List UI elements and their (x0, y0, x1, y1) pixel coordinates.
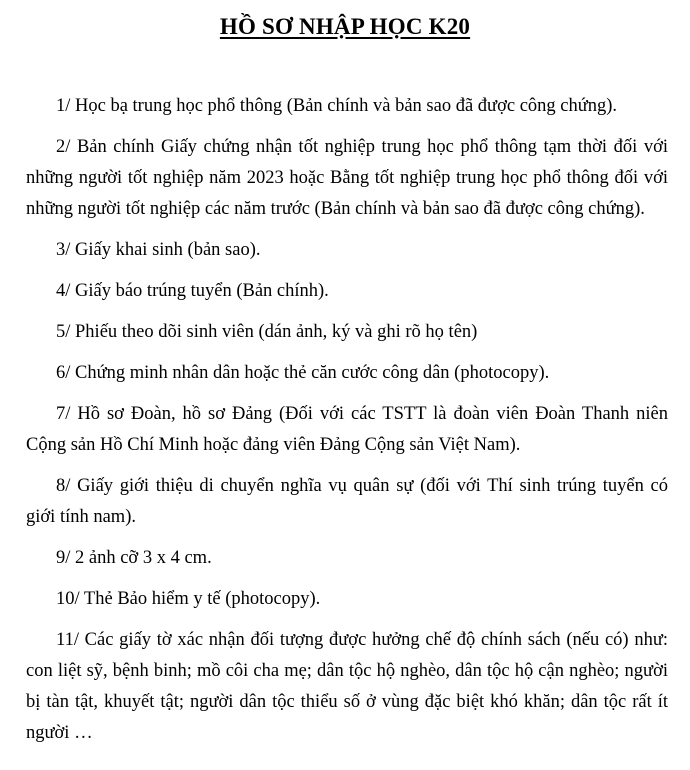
list-item-7: 7/ Hồ sơ Đoàn, hồ sơ Đảng (Đối với các TSTT là đoàn viên Đoàn Thanh niên Cộng sản Hồ Chí Minh hoặc đảng viên Đảng Cộng sản Việt Nam). (26, 404, 668, 455)
list-item-8: 8/ Giấy giới thiệu di chuyển nghĩa vụ quân sự (đối với Thí sinh trúng tuyển có giới tính nam). (26, 476, 668, 527)
list-item-1: 1/ Học bạ trung học phổ thông (Bản chính và bản sao đã được công chứng). (56, 96, 618, 116)
list-item-9: 9/ 2 ảnh cỡ 3 x 4 cm. (56, 548, 212, 568)
list-item-11: 11/ Các giấy tờ xác nhận đối tượng được hưởng chế độ chính sách (nếu có) như: con liệt sỹ, bệnh binh; mồ côi cha mẹ; dân tộc hộ nghèo, dân tộc hộ cận nghèo; người bị tàn tật, khuyết tật; người dân tộc thiểu số ở vùng đặc biệt khó khăn; dân tộc rất ít người … (26, 630, 668, 743)
list-item-2: 2/ Bản chính Giấy chứng nhận tốt nghiệp trung học phổ thông tạm thời đối với những người tốt nghiệp năm 2023 hoặc Bằng tốt nghiệp trung học phổ thông đối với những người tốt nghiệp các năm trước (Bản chính và bản sao đã được công chứng). (26, 137, 668, 219)
list-item-4: 4/ Giấy báo trúng tuyển (Bản chính). (56, 281, 329, 301)
requirements-list (26, 91, 668, 759)
list-item-3: 3/ Giấy khai sinh (bản sao). (56, 240, 261, 260)
list-item-6: 6/ Chứng minh nhân dân hoặc thẻ căn cước công dân (photocopy). (56, 363, 550, 383)
list-item-10: 10/ Thẻ Bảo hiểm y tế (photocopy). (56, 589, 321, 609)
list-item-5: 5/ Phiếu theo dõi sinh viên (dán ảnh, ký và ghi rõ họ tên) (56, 322, 478, 342)
document-title: HỒ SƠ NHẬP HỌC K20 (219, 14, 471, 39)
